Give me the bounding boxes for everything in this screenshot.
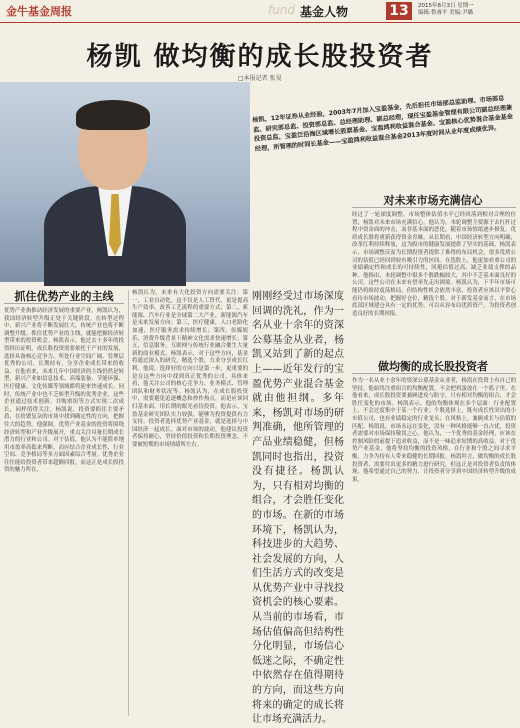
column-divider — [128, 290, 129, 716]
section3-rule — [352, 373, 516, 374]
headline: 杨凯 做均衡的成长股投资者 — [86, 42, 434, 72]
ghost-text: fund — [268, 3, 296, 17]
date-editor-block — [418, 3, 518, 17]
column-2: 杨凯认为，未来有大化投资方向需要关注：第一，工业自动化，这不仅是人工替代，更是提高生产效率、改善工艺流程的重要方式；第二，新能源，汽车行业是全球第二大产业，新能源汽车是未来发展方向；第三，医疗健康，人口老龄化加速，医疗服务需求持续增长；第四，传媒娱乐，消费升级背景下精神文化需求快速增长；第五，信息服务，互联网与传统行业融合催生大量新的商业模式。杨凯表示，对于这些方向，基金将通过深入的研究，精选个股，力求分享成长红利。他说，选择好的方向只是第一步，更重要的是在这些方向中找到真正优秀的公司。具体来看，他关注公司的核心竞争力、业务模式、管理团队和财务状况等。杨凯认为，在成长股投资中，需要避免追逐概念和炒作热点，而是应该回归基本面，用长期的眼光看待投资。他表示，宝盈基金研究团队实力较强，能够为投资提供有力支持。投资者选择优势产业基金，就是选择与中国经济一起成长。面对市场的波动，他建议投资者保持耐心，坚持价值投资和长期投资理念，不要被短期的市场情绪所左右。 — [132, 290, 248, 448]
date-line: 2015年8月3日 星期一 — [418, 3, 474, 9]
column-1: 优势产业指推动经济发展的重要产业，杨凯认为，我国经济转型升级正处于关键阶段，在转型过程中，新兴产业将不断发展壮大，传统产业也将不断调整升级。抓住优势产业的主线，就能把握经济转型带来的投资机会。杨凯表示，他过去十多年的投资经历证明，成长股投资需要依托于产业的发展，选择具备核心竞争力、所处行业空间广阔、管理层优秀的公司，长期持有，分享企业成长带来的收益。在他看来，未来几年中国经济的主线仍然是转型，新兴产业如信息技术、高端装备、节能环保、医疗健康、文化传媒等领域都将迎来快速成长。同时，传统产业中也不乏转型升级的优秀企业，这些企业通过技术创新、并购重组等方式实现二次成长，同样值得关注。杨凯说，投资要抓住主要矛盾，在纷繁复杂的市场中找到确定性的方向，把握住大的趋势。他强调，优势产业基金的投资将围绕经济转型和产业升级展开，重点关注具备长期成长潜力的行业和公司。对于估值，他认为不能简单地用市盈率高低来判断，而应结合企业成长性、行业空间、竞争格局等多方面因素综合考量。优秀企业往往能给投资者带来超额回报，而这正是成长股投资的魅力所在。 — [4, 308, 124, 474]
page-number: 13 — [386, 2, 412, 20]
section-name: 基金人物 — [300, 5, 349, 19]
paper-name: 金牛基金周报 — [6, 5, 72, 18]
pull-quote: 刚刚经受过市场深度回调的洗礼，作为一名从业十余年的资深公募基金从业者，杨凯又站到了新的起点上——近年发行的宝盈优势产业混合基金就由他担纲。多年来，杨凯对市场的研判准确，他所管理的产品业绩稳健，但杨凯同时也指出，投资没有捷径。杨凯认为，只有相对均衡的组合，才会胜任变化的市场。在新的市场环境下，杨凯认为，科技进步的大趋势、社会发展的方向，人们生活方式的改变是从优势产业中寻找投资机会的核心要素。从当前的市场看，市场估值偏高但结构性分化明显，市场信心低迷之际，不确定性中依然存在值得期待的方向，而这些方向将来的确定的成长将让市场充满活力。 — [252, 291, 344, 726]
column-3: 经过了一轮深度调整，市场整体估值水平已经回落到相对合理的位置，杨凯对未来市场充满信心。他认为，本轮调整主要源于去杠杆过程中资金面的冲击，而非基本面的恶化，随着市场情绪逐步修复，优质成长股将重新获得资金青睐。从长期看，中国经济转型方向明确，改革红利持续释放，这为股市的健康发展提供了坚实的基础。杨凯表示，市场调整反而为长期投资者提供了难得的布局机会，很多优质公司的估值已经回到较有吸引力的区间。在选股上，他更加看重公司的业绩确定性和成长的可持续性，回避估值过高、缺乏业绩支撑的品种。他指出，本轮调整中很多个股跌幅较大，其中不乏基本面良好的公司，这些公司在未来有望率先走出困境。杨凯认为，下半年市场可能仍将维持震荡格局，但结构性机会依然丰富，投资者应该以平常心看待市场波动，把握好仓位，精选个股。对于新发基金而言，在市场底部区域建仓具有一定的优势，可以从容布局优质资产，为投资者创造良好的长期回报。 — [352, 212, 516, 317]
section3-title: 做均衡的成长股投资者 — [378, 360, 488, 373]
column-4: 作为一名从业十余年的资深公募基金从业者，杨凯在投资上有自己的坚持，他始终注重组合的均衡配置，不会把鸡蛋放在一个篮子里。在他看来，成长股投资要兼顾进攻与防守，只有相对均衡的组合，才会胜任变化的市场。杨凯表示，他的均衡体现在多个层面：行业配置上，不会过度集中于某一个行业；个股选择上，既有成长性突出的小市值公司，也有业绩稳定的行业龙头；在风格上，兼顾成长与估值的匹配。杨凯说，市场永远在变化，没有一种风格能够一直占优，投资者需要对市场保持敬畏之心。他认为，一个优秀的基金经理，应该在控制风险的前提下追求收益，而不是一味追求短期的高收益。对于优势产业基金，他将坚持均衡的投资风格，在行业和个股之间寻求平衡，力争为持有人带来稳健的长期回报。杨凯坦言，做均衡的成长股投资者，需要付出更多的精力进行研究，但这正是对投资者负责的体现。他希望通过自己的努力，让投资者分享到中国经济转型升级的成果。 — [352, 378, 516, 483]
editors-line: 编辑:鲁睿平 美编:尹璐 — [418, 10, 473, 16]
masthead-rule — [0, 22, 520, 23]
hair-shape — [76, 100, 150, 130]
bio-text: 杨凯，12年证券从业经验，2003年7月加入宝盈基金，先后担任市场部总监助理、市场部总监、研究部总监、投资部总监、总经理助理、副总经理，现任宝盈基金管理有限公司副总经理兼投资总监，宝盈泛沿海区域增长股票基金、宝盈鸿利收益混合基金、宝盈核心优势混合基金基金经理，所管理的时间长基金——宝盈鸿利收益混合基金2013年度时间从业年度成绩优异。 — [252, 94, 514, 153]
section1-rule — [4, 303, 124, 304]
section2-rule — [352, 207, 516, 208]
section2-title: 对未来市场充满信心 — [383, 194, 483, 207]
section1-title: 抓住优势产业的主线 — [14, 290, 114, 303]
portrait-photo — [0, 82, 250, 282]
byline: □本报记者 张昊 — [238, 75, 282, 82]
